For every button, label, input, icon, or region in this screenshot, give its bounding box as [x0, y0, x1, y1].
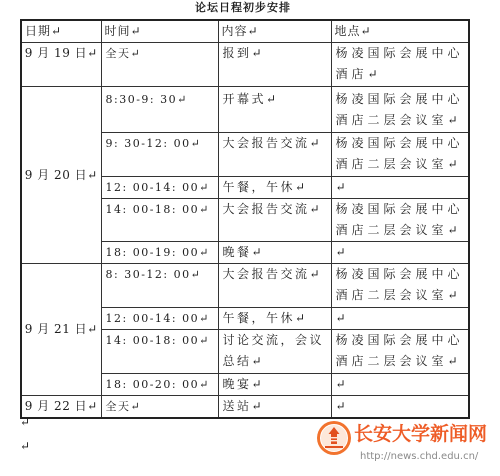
date-cell: 9 月 19 日↵: [21, 43, 101, 87]
content-line: 开幕式↵: [222, 92, 279, 106]
venue-line: 杨凌国际会展中心: [335, 202, 464, 216]
time-cell: 18: 00-20: 00↵: [101, 374, 218, 396]
venue-line: 酒店↵: [335, 67, 382, 81]
table-row: [21, 264, 469, 308]
time-cell: 14: 00-18: 00↵: [101, 199, 218, 242]
header-date: 日期↵: [21, 20, 101, 43]
content-line: 晚餐↵: [222, 245, 265, 259]
content-line: 送站↵: [222, 399, 265, 413]
header-content: 内容↵: [218, 20, 331, 43]
date-cell: 9 月 21 日↵: [21, 264, 101, 396]
venue-line: ↵: [335, 311, 350, 325]
content-cell: [218, 308, 331, 330]
table-header-row: [21, 20, 469, 43]
time-cell: 全天↵: [101, 43, 218, 87]
content-line: 大会报告交流↵: [222, 267, 323, 281]
venue-cell: [331, 43, 469, 87]
venue-cell: [331, 264, 469, 308]
content-cell: [218, 133, 331, 177]
content-line: 总结↵: [222, 354, 265, 368]
content-cell: [218, 374, 331, 396]
content-line: 午餐，午休↵: [222, 180, 308, 194]
venue-line: 酒店二层会议室↵: [335, 157, 462, 171]
content-cell: [218, 199, 331, 242]
content-cell: [218, 87, 331, 133]
table-row: [21, 87, 469, 133]
content-cell: [218, 264, 331, 308]
university-emblem-icon: [316, 420, 352, 456]
content-line: 大会报告交流↵: [222, 202, 323, 216]
venue-line: 杨凌国际会展中心: [335, 46, 464, 60]
news-site-watermark: [314, 418, 498, 468]
content-cell: [218, 396, 331, 419]
header-time: 时间↵: [101, 20, 218, 43]
time-cell: 14: 00-18: 00↵: [101, 330, 218, 374]
venue-line: 杨凌国际会展中心: [335, 92, 464, 106]
venue-line: 酒店二层会议室↵: [335, 223, 462, 237]
watermark-site-name: 长安大学新闻网: [354, 423, 488, 445]
venue-line: 酒店二层会议室↵: [335, 354, 462, 368]
content-line: 报到↵: [222, 46, 265, 60]
paragraph-mark: ↵: [20, 439, 31, 453]
time-cell: 12: 00-14: 00↵: [101, 177, 218, 199]
table-row: [21, 43, 469, 87]
content-line: 大会报告交流↵: [222, 136, 323, 150]
venue-cell: [331, 133, 469, 177]
venue-line: ↵: [335, 377, 350, 391]
content-line: 晚宴↵: [222, 377, 265, 391]
venue-line: 杨凌国际会展中心: [335, 267, 464, 281]
venue-cell: [331, 87, 469, 133]
time-cell: 12: 00-14: 00↵: [101, 308, 218, 330]
venue-line: 酒店二层会议室↵: [335, 288, 462, 302]
date-cell: 9 月 20 日↵: [21, 87, 101, 264]
table-row: [21, 396, 469, 419]
venue-line: ↵: [335, 245, 350, 259]
document-title: 论坛日程初步安排: [195, 1, 291, 14]
venue-line: 杨凌国际会展中心: [335, 333, 464, 347]
time-cell: 8:30-9: 30↵: [101, 87, 218, 133]
watermark-url: http://news.chd.edu.cn/: [360, 451, 479, 462]
content-cell: [218, 242, 331, 264]
venue-line: 酒店二层会议室↵: [335, 113, 462, 127]
time-cell: 8: 30-12: 00↵: [101, 264, 218, 308]
content-cell: [218, 43, 331, 87]
schedule-table: [20, 19, 470, 419]
venue-cell: [331, 242, 469, 264]
venue-cell: [331, 374, 469, 396]
venue-cell: [331, 330, 469, 374]
content-line: 午餐，午休↵: [222, 311, 308, 325]
venue-cell: [331, 396, 469, 419]
header-venue: 地点↵: [331, 20, 469, 43]
venue-cell: [331, 308, 469, 330]
venue-line: ↵: [335, 180, 350, 194]
content-cell: [218, 330, 331, 374]
venue-line: ↵: [335, 399, 350, 413]
paragraph-mark: ↵: [20, 415, 31, 429]
time-cell: 18: 00-19: 00↵: [101, 242, 218, 264]
content-line: 讨论交流，会议: [222, 333, 325, 347]
venue-cell: [331, 177, 469, 199]
time-cell: 9: 30-12: 00↵: [101, 133, 218, 177]
content-cell: [218, 177, 331, 199]
time-cell: 全天↵: [101, 396, 218, 419]
venue-line: 杨凌国际会展中心: [335, 136, 464, 150]
date-cell: 9 月 22 日↵: [21, 396, 101, 419]
venue-cell: [331, 199, 469, 242]
